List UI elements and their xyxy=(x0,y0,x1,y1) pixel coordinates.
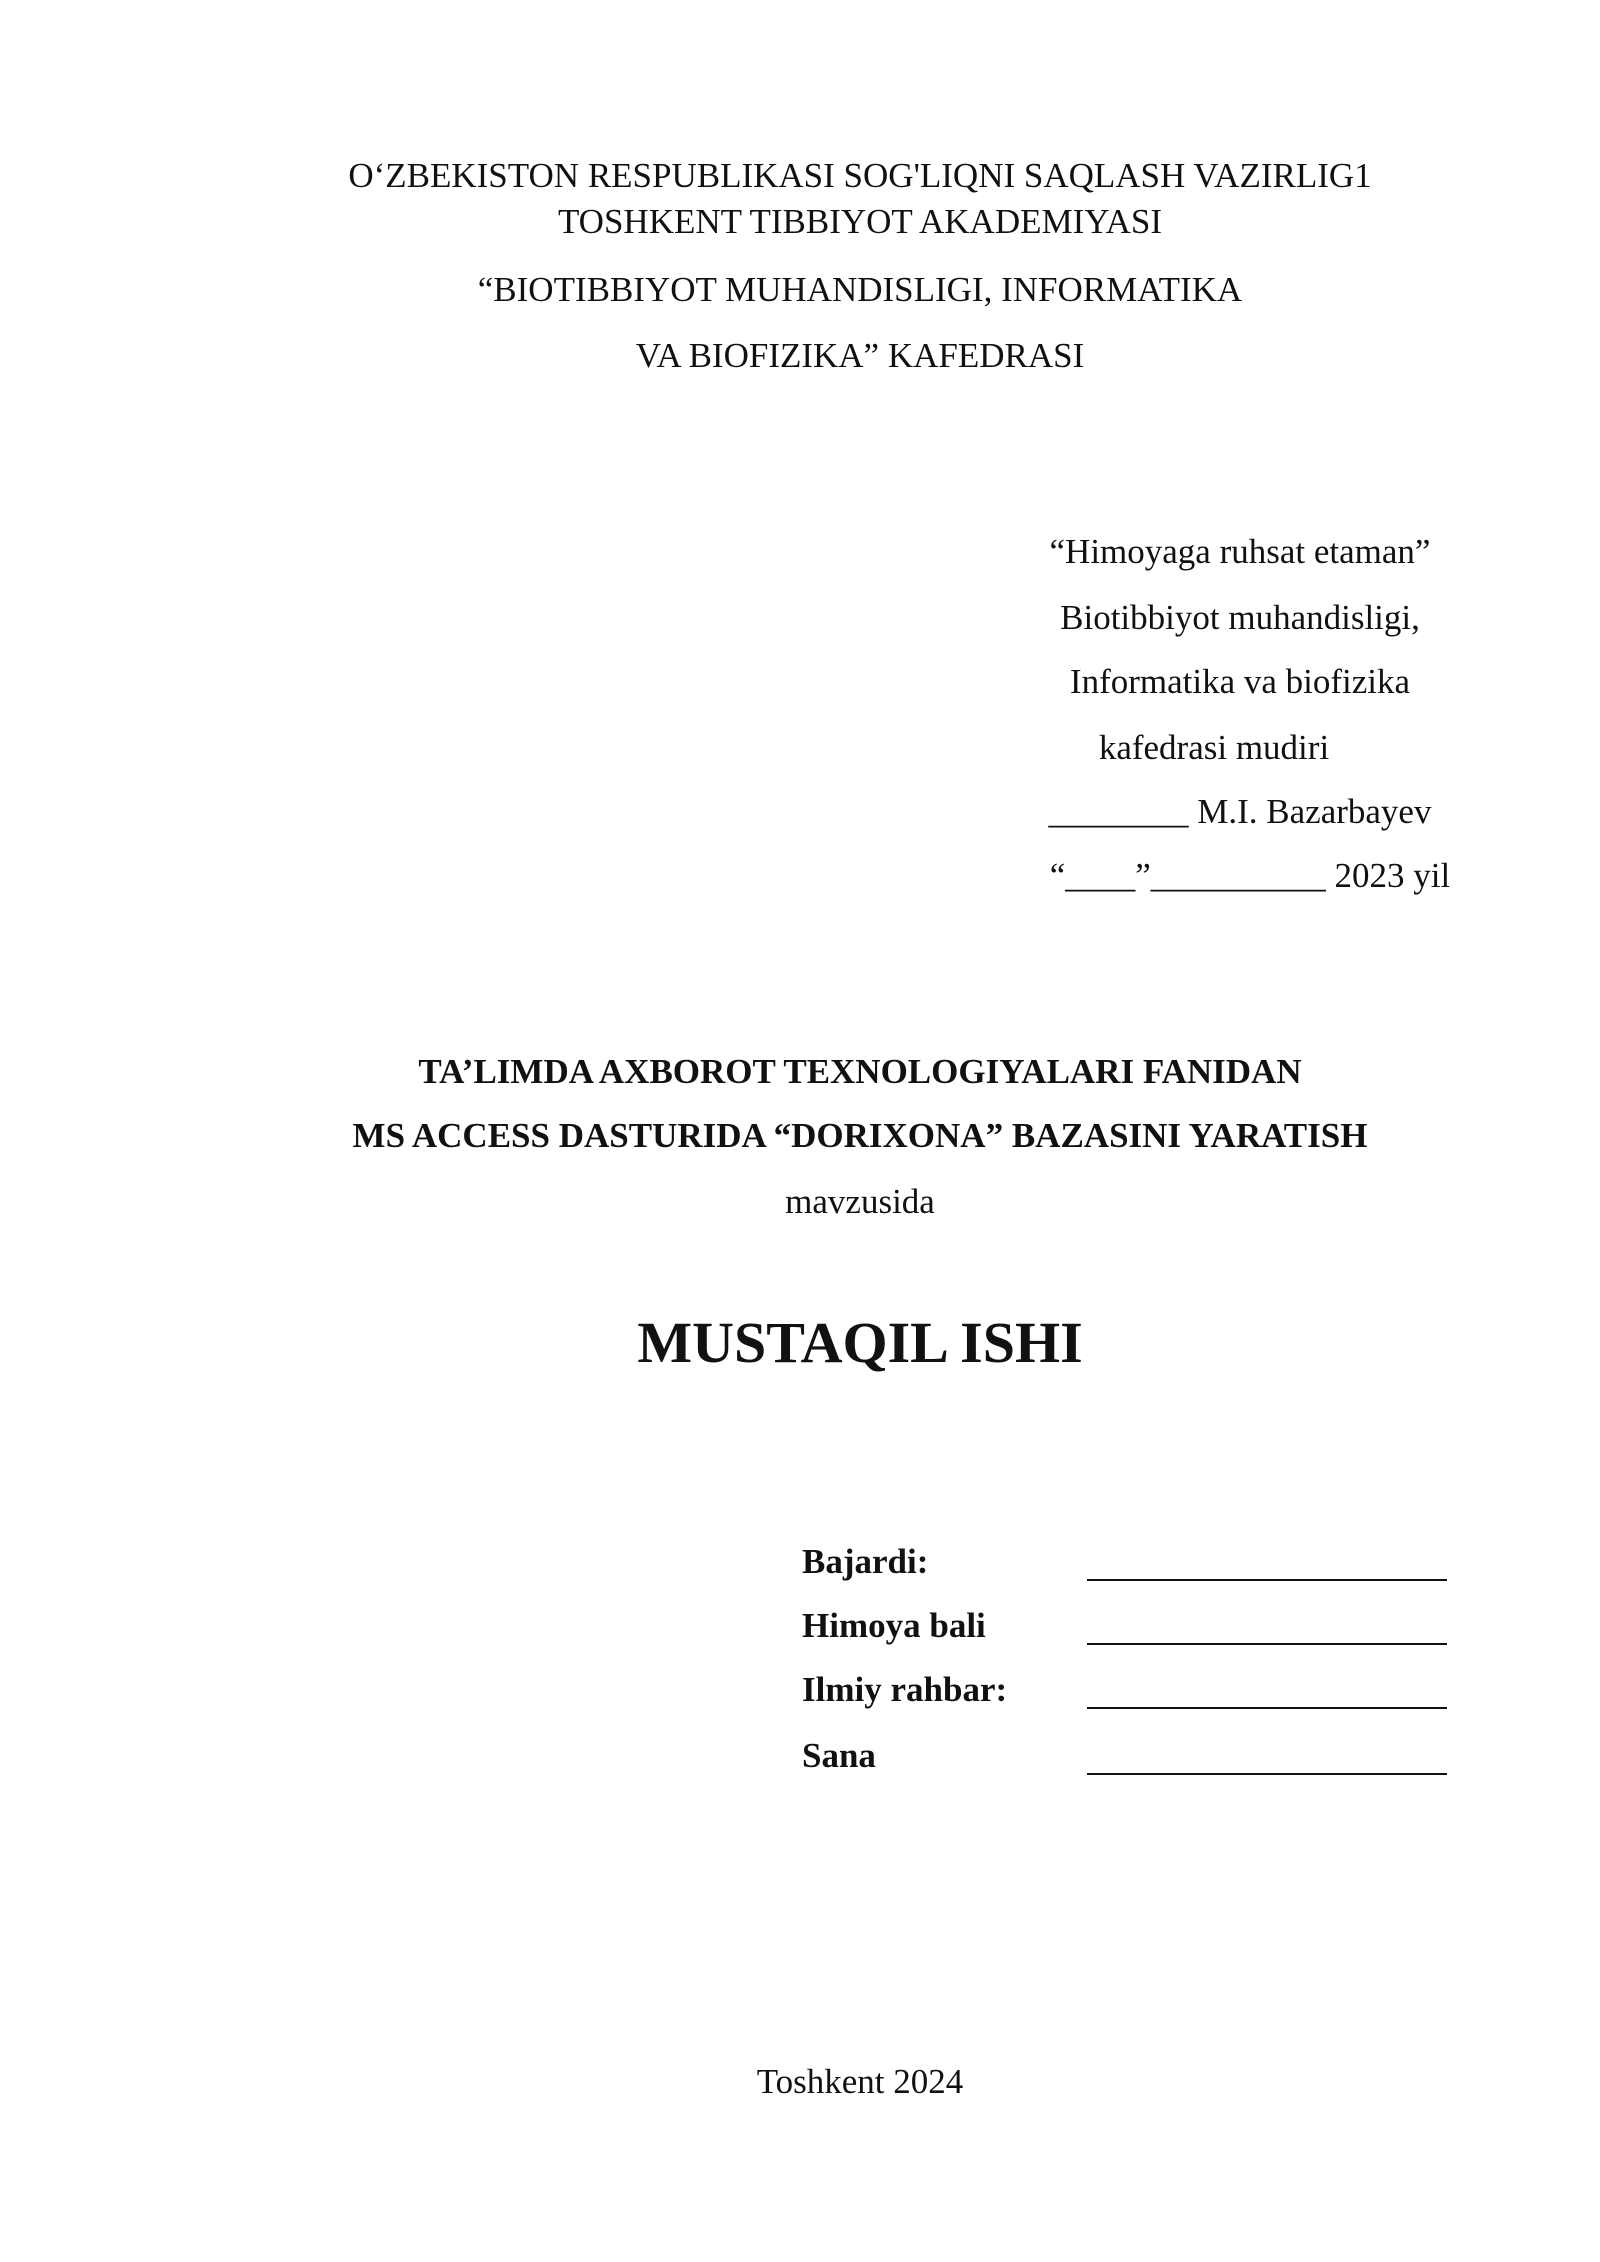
blank-line xyxy=(1087,1579,1447,1581)
field-row-sana xyxy=(802,1734,1502,1784)
field-label: Ilmiy rahbar: xyxy=(802,1670,1008,1709)
blank-line xyxy=(1087,1773,1447,1775)
approval-line: Biotibbiyot muhandisligi, xyxy=(1060,598,1420,637)
main-title: MUSTAQIL ISHI xyxy=(637,1310,1083,1375)
field-row-bajardi xyxy=(802,1540,1502,1590)
field-label: Himoya bali xyxy=(802,1606,986,1645)
department-heading-line2: VA BIOFIZIKA” KAFEDRASI xyxy=(635,336,1085,375)
footer-city-year: Toshkent 2024 xyxy=(756,2062,964,2101)
blank-line xyxy=(1087,1707,1447,1709)
approval-signature-line: ________ M.I. Bazarbayev xyxy=(1048,792,1432,831)
ministry-heading: O‘ZBEKISTON RESPUBLIKASI SOG'LIQNI SAQLASH VAZIRLIG1 xyxy=(348,156,1372,195)
field-label: Sana xyxy=(802,1736,876,1775)
topic-subtitle: mavzusida xyxy=(785,1182,935,1221)
department-heading-line1: “BIOTIBBIYOT MUHANDISLIGI, INFORMATIKA xyxy=(477,270,1243,309)
field-row-himoya-bali xyxy=(802,1604,1502,1654)
approval-line: “Himoyaga ruhsat etaman” xyxy=(1049,532,1431,571)
field-row-ilmiy-rahbar xyxy=(802,1668,1502,1718)
blank-line xyxy=(1087,1643,1447,1645)
approval-date-line: “____”__________ 2023 yil xyxy=(1049,856,1451,895)
topic-line2: MS ACCESS DASTURIDA “DORIXONA” BAZASINI YARATISH xyxy=(352,1116,1368,1155)
topic-line1: TA’LIMDA AXBOROT TEXNOLOGIYALARI FANIDAN xyxy=(418,1052,1302,1091)
field-label: Bajardi: xyxy=(802,1542,929,1581)
academy-heading: TOSHKENT TIBBIYOT AKADEMIYASI xyxy=(557,202,1163,241)
approval-line: kafedrasi mudiri xyxy=(1098,728,1330,767)
approval-line: Informatika va biofizika xyxy=(1069,662,1411,701)
